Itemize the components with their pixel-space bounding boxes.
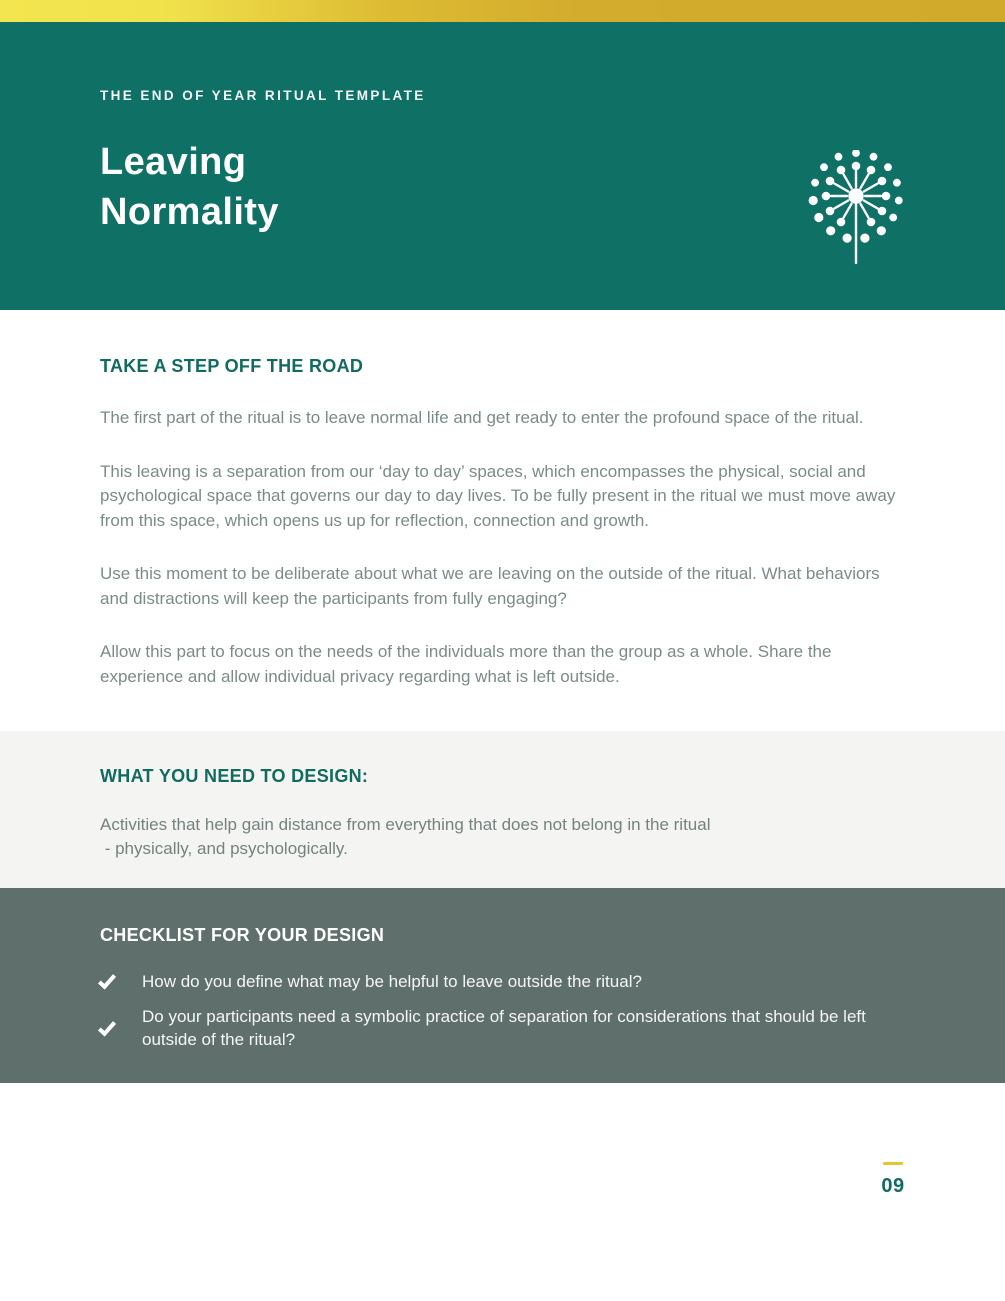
design-body-line2: - physically, and psychologically.: [100, 839, 348, 858]
checkmark-icon: [98, 971, 116, 990]
page-footer: [0, 1083, 1005, 1301]
page-title-line2: Normality: [100, 191, 279, 233]
design-heading: WHAT YOU NEED TO DESIGN:: [100, 766, 369, 786]
checklist-section: [0, 888, 1005, 1083]
intro-paragraph: Use this moment to be deliberate about what we are leaving on the outside of the ritual. What behaviors and distractions will keep the participants from fully engaging?: [100, 564, 880, 608]
page-title: [100, 137, 905, 237]
top-accent-bar: [0, 0, 1005, 22]
intro-paragraph: The first part of the ritual is to leave normal life and get ready to enter the profound space of the ritual.: [100, 408, 864, 427]
check-list-item: [100, 970, 905, 993]
design-section: [0, 731, 1005, 888]
eyebrow-text: THE END OF YEAR RITUAL TEMPLATE: [100, 88, 426, 103]
checkmark-icon: [98, 1017, 116, 1036]
check-list-item: [100, 1005, 905, 1051]
page-header: [0, 22, 1005, 310]
dandelion-icon: [805, 150, 907, 268]
check-list: [100, 970, 905, 1051]
page-title-line1: Leaving: [100, 141, 247, 183]
intro-section: [0, 310, 1005, 731]
check-item-label: How do you define what may be helpful to leave outside the ritual?: [142, 972, 642, 991]
check-icon-box: [100, 977, 142, 986]
design-body: [100, 813, 905, 861]
footer-page-marker: [880, 1162, 906, 1198]
page-number-dash: [883, 1162, 903, 1165]
check-icon-box: [100, 1024, 142, 1033]
intro-heading: TAKE A STEP OFF THE ROAD: [100, 356, 364, 376]
design-body-line1: Activities that help gain distance from everything that does not belong in the ritual: [100, 815, 711, 834]
check-item-label: Do your participants need a symbolic practice of separation for considerations that should be left outside of the ritual?: [142, 1007, 866, 1049]
page-number: 09: [881, 1175, 905, 1197]
intro-paragraph: Allow this part to focus on the needs of the individuals more than the group as a whole. Share the experience and allow individual privacy regarding what is left outside.: [100, 642, 832, 686]
intro-paragraph: This leaving is a separation from our ‘day to day’ spaces, which encompasses the physical, social and psychological space that governs our day to day lives. To be fully present in the ritual we must move away from this space, which opens us up for reflection, connection and growth.: [100, 461, 896, 530]
checklist-heading: CHECKLIST FOR YOUR DESIGN: [100, 925, 385, 945]
